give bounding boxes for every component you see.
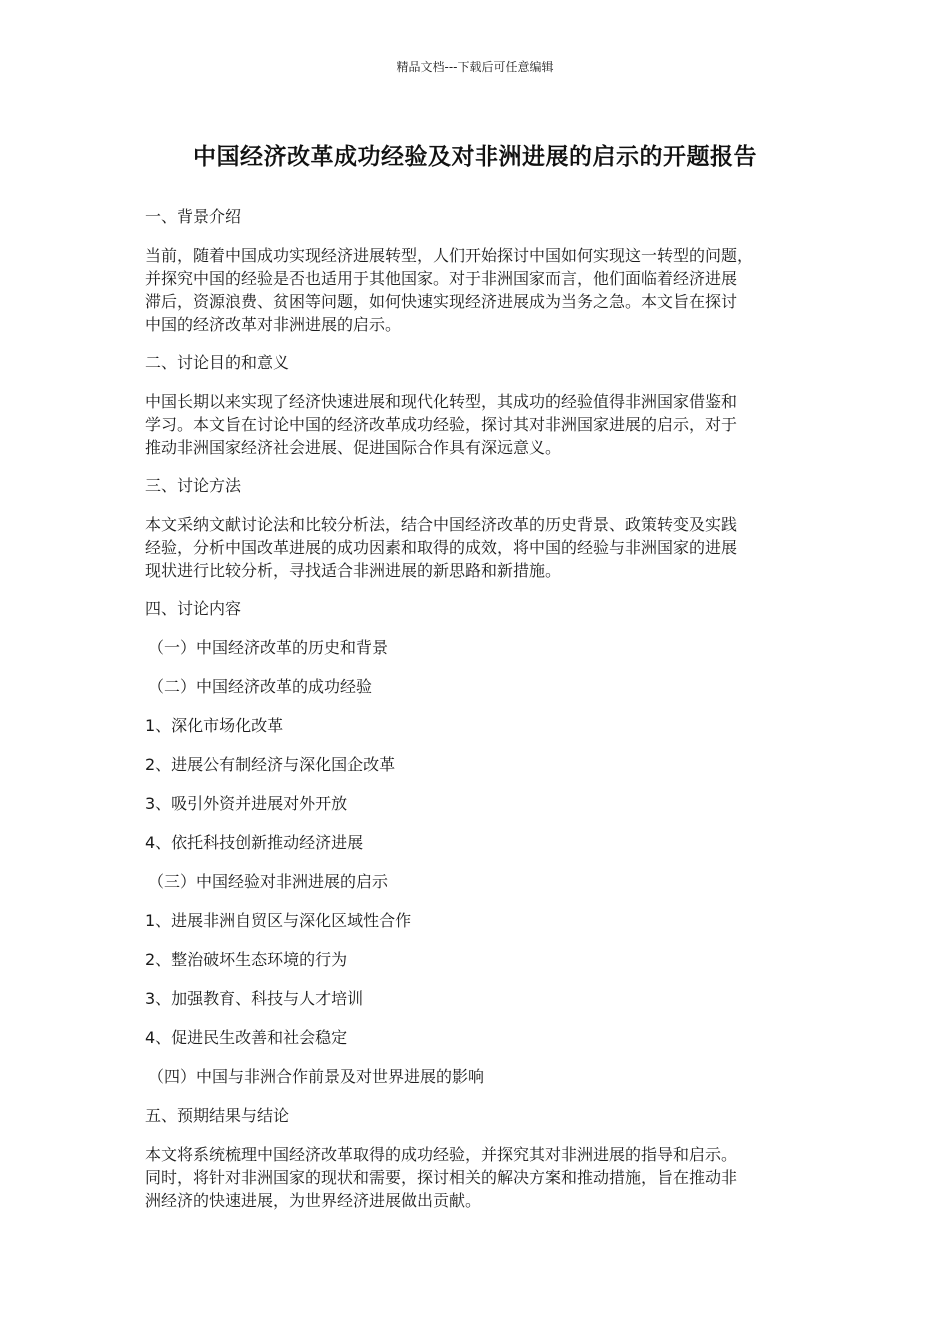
paragraph-line: 现状进行比较分析，寻找适合非洲进展的新思路和新措施。: [145, 561, 562, 580]
paragraph-line: 本文将系统梳理中国经济改革取得的成功经验，并探究其对非洲进展的指导和启示。: [145, 1145, 738, 1164]
paragraph-line: 并探究中国的经验是否也适用于其他国家。对于非洲国家而言，他们面临着经济进展: [145, 269, 738, 288]
section-heading-purpose: 二、讨论目的和意义: [145, 353, 290, 372]
list-item: （四）中国与非洲合作前景及对世界进展的影响: [148, 1067, 485, 1086]
paragraph-line: 本文采纳文献讨论法和比较分析法，结合中国经济改革的历史背景、政策转变及实践: [145, 515, 738, 534]
list-item: （三）中国经验对非洲进展的启示: [148, 872, 389, 891]
header-note: 精品文档---下载后可任意编辑: [396, 60, 554, 74]
section-heading-method: 三、讨论方法: [145, 476, 242, 495]
list-item: 2、整治破坏生态环境的行为: [145, 950, 348, 969]
document-title: 中国经济改革成功经验及对非洲进展的启示的开题报告: [193, 144, 757, 170]
section-heading-content: 四、讨论内容: [145, 599, 242, 618]
paragraph-conclusion: [145, 1143, 805, 1212]
list-item: 3、加强教育、科技与人才培训: [145, 989, 364, 1008]
paragraph-line: 经验，分析中国改革进展的成功因素和取得的成效，将中国的经验与非洲国家的进展: [145, 538, 738, 557]
list-item: 4、依托科技创新推动经济进展: [145, 833, 364, 852]
paragraph-line: 洲经济的快速进展，为世界经济进展做出贡献。: [145, 1191, 482, 1210]
paragraph-line: 中国的经济改革对非洲进展的启示。: [145, 315, 402, 334]
paragraph-background: [145, 244, 805, 336]
document-body: [145, 205, 805, 1227]
list-item: （一）中国经济改革的历史和背景: [148, 638, 389, 657]
list-item: 1、深化市场化改革: [145, 716, 284, 735]
paragraph-line: 同时，将针对非洲国家的现状和需要，探讨相关的解决方案和推动措施，旨在推动非: [145, 1168, 738, 1187]
paragraph-line: 推动非洲国家经济社会进展、促进国际合作具有深远意义。: [145, 438, 562, 457]
paragraph-line: 中国长期以来实现了经济快速进展和现代化转型，其成功的经验值得非洲国家借鉴和: [145, 392, 738, 411]
paragraph-line: 当前，随着中国成功实现经济进展转型，人们开始探讨中国如何实现这一转型的问题，: [145, 246, 754, 265]
list-item: （二）中国经济改革的成功经验: [148, 677, 373, 696]
list-item: 3、吸引外资并进展对外开放: [145, 794, 348, 813]
list-item: 2、进展公有制经济与深化国企改革: [145, 755, 396, 774]
paragraph-line: 滞后，资源浪费、贫困等问题，如何快速实现经济进展成为当务之急。本文旨在探讨: [145, 292, 738, 311]
paragraph-line: 学习。本文旨在讨论中国的经济改革成功经验，探讨其对非洲国家进展的启示，对于: [145, 415, 738, 434]
section-heading-conclusion: 五、预期结果与结论: [145, 1106, 290, 1125]
list-item: 1、进展非洲自贸区与深化区域性合作: [145, 911, 412, 930]
list-item: 4、促进民生改善和社会稳定: [145, 1028, 348, 1047]
section-heading-background: 一、背景介绍: [145, 207, 242, 226]
paragraph-purpose: [145, 390, 805, 459]
paragraph-method: [145, 513, 805, 582]
